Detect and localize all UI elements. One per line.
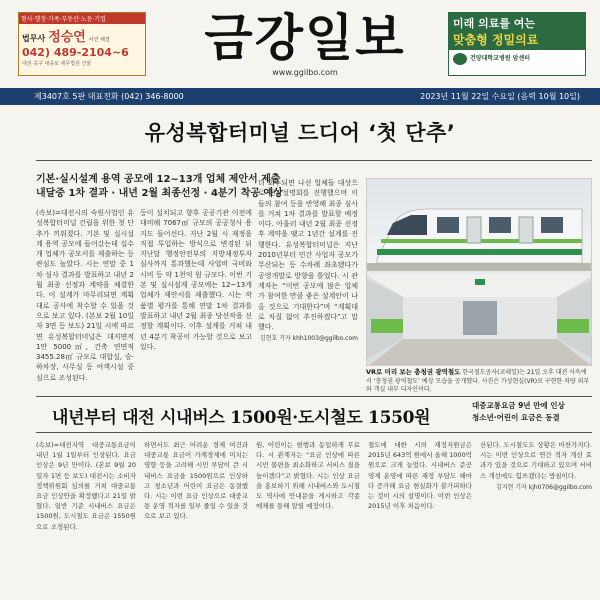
second-subhead: 청소년·어린이 요금은 동결: [472, 413, 560, 422]
hospital-advertisement[interactable]: [448, 12, 586, 76]
article-column: [368, 440, 472, 595]
issue-date: 2023년 11월 22일 수요일 (음력 10월 10일): [420, 92, 580, 101]
article-text: 원, 어린이는 현행과 동일하게 무료다. 시 관계자는 “요금 인상에 따른 시민 불편을 최소화하고 서비스 질을 높이겠다”고 밝혔다. 시는 인상 요금을 홍보하기 위해 시내버스와 도시철도 역사에 안내문을 게시하고 각종 매체를 통해 알릴 예정이다.: [256, 441, 360, 511]
train-photo[interactable]: [366, 178, 592, 366]
ad-right-line2: 맞춤형 정밀의료: [453, 33, 539, 47]
lead-subhead: 내달중 1차 결과 · 내년 2월 최종선정 · 4분기 착공 예상: [36, 188, 283, 199]
article-column: [144, 440, 248, 595]
article-column: [36, 208, 134, 396]
hospital-emblem-icon: [453, 53, 467, 65]
article-text: (속보)=대전시의 숙원사업인 유성복합터미널 건립을 위한 첫 단추가 끼워졌다. 기본 및 실시설계 용역 공모에 들어갔는데 십수 개 업체가 공모서를 제출하는 등 관심도 높았다. 시는 연말 중 1차 심사 결과를 발표하고 내년 2월 최종 선정과 계약을 체결한다. 이 설계가 마무리되면 계획대로 공사에 착수할 수 있을 것으로 보고 있다. (본보 2월 10일자 3면 등 보도) 21일 시에 따르면 유성복합터미널은 대지면적 1만 5000㎡, 건축 연면적 3455.28㎡ 규모로 대합실, 승·하차장, 사무실 등 여객시설 중심으로 조성된다.: [36, 209, 134, 382]
article-column: [36, 440, 136, 595]
article-column: [256, 440, 360, 595]
ad-right-line1: 미래 의료를 여는: [453, 17, 536, 30]
second-subhead: 대중교통요금 9년 만에 인상: [472, 401, 565, 410]
issue-info-bar: [0, 88, 600, 105]
ad-phone: 042) 489-2104~6: [22, 46, 129, 59]
lead-subhead: 기본·실시설계 용역 공모에 12~13개 업체 제안서 제출: [36, 174, 281, 185]
lawyer-advertisement[interactable]: [18, 12, 146, 76]
article-text: 철도에 대한 시의 재정지원금은 2015년 643억 원에서 올해 1000억 원으로 크게 늘었다. 시내버스 준공영제 운영에 따른 재정 부담도 해마다 증가해 요금 현실화가 불가피하다는 것이 시의 설명이다. 이번 인상은 2015년 이후 처음이다.: [368, 441, 472, 511]
newspaper-logo[interactable]: 금강일보: [204, 9, 406, 67]
caption-text: 한국철도공사(코레일)는 21일 오후 대전 사옥에서 ‘충청권 광역철도’ 예상 모습을 공개했다. 사진은 가상현실(VR)로 구현한 차량 외부와 객실 내부 디자인이다.: [366, 369, 590, 393]
ad-lawyer-name: 정승연: [48, 30, 86, 45]
ad-hospital-name: 건양대학교병원 암센터: [470, 55, 531, 63]
divider: [36, 432, 592, 433]
article-text: 더 회수되면 나선 업체들 대상으로 현장설명회를 진행했으며 이들의 참여 등을 반영해 최종 심사를 거쳐 1차 결과를 발표할 예정이다. 아울러 내년 2월 최종 선정 후 계약을 맺고 1년간 설계를 진행한다. 유성복합터미널은 지난 2010년부터 민간 사업자 공모가 무산되는 등 수차례 좌초됐다가 공영개발로 방향을 틀었다. 시 관계자는 “이번 공모에 많은 업체가 참여한 만큼 좋은 설계안이 나올 것으로 기대한다”며 “계획대로 차질 없이 추진하겠다”고 말했다.: [258, 179, 358, 332]
article-column: [140, 208, 252, 396]
article-text: 산된다. 도시철도도 상황은 마찬가지다. 시는 이번 인상으로 연간 적자 개선 효과가 있을 것으로 기대하고 있으며 서비스 개선에도 힘쓰겠다는 방침이다.: [480, 441, 592, 480]
issue-number: 제3407호 5판 대표전화 (042) 346-8000: [34, 92, 184, 101]
ad-service-list: 형사·행정·가족·부동산·노동·기업: [19, 13, 145, 24]
article-text: 하면서도 최근 어려운 경제 여건과 대중교통 요금이 가계경제에 미치는 영향 등을 고려해 시민 부담이 큰 시내버스 요금을 1500원으로 인상하고 청소년과 어린이 요금은 동결했다. 시는 이번 요금 인상으로 대중교통 운영 적자를 일부 줄일 수 있을 것으로 보고 있다.: [144, 441, 248, 521]
newspaper-url[interactable]: www.ggilbo.com: [272, 68, 338, 77]
ad-office-label: 법무사: [22, 34, 46, 43]
ad-tagline: 사건 해결: [88, 37, 110, 43]
train-illustration: [367, 179, 592, 366]
ad-note: 대전 중구 대종로 세무법원 건물: [22, 61, 92, 67]
masthead: [0, 0, 600, 88]
divider: [36, 396, 592, 397]
article-column: [480, 440, 592, 595]
article-text: 등이 설치되고 향후 공공기관 이전에 대비해 7067㎡ 규모의 공공청사 용지도 들어선다. 지난 2월 시 재정을 직접 투입하는 방식으로 변경된 뒤 지난달 행정안전부의 지방재정투자심사까지 통과했는데 사업비 국비와 시비 등 약 1천억 원 규모다. 이번 기본 및 실시설계 공모에는 12~13개 업체가 제안서를 제출했다. 시는 작품별 평가를 통해 연말 1차 결과를 발표하고 내년 2월 최종 당선작을 선정할 계획이다. 이후 설계를 거쳐 내년 4분기 착공이 가능할 것으로 보고 있다.: [140, 209, 252, 351]
lead-headline[interactable]: 유성복합터미널 드디어 ‘첫 단추’: [144, 121, 456, 145]
byline: 김현호 기자 khh1003@ggilbo.com: [259, 335, 358, 343]
divider: [36, 160, 592, 161]
caption-title: VR로 미리 보는 충청권 광역철도: [366, 368, 461, 376]
article-column: [258, 178, 358, 396]
article-text: (속보)=대전지역 대중교통요금이 내년 1월 1일부터 인상된다. 요금 인상은 9년 만이다. (본보 9월 20일자 1면 등 보도) 대전시는 소비자정책위원회 심의를 거쳐 대중교통요금 인상안을 확정했다고 21일 밝혔다. 일반 기준 시내버스 요금은 1500원, 도시철도 요금은 1550원으로 조정된다.: [36, 441, 136, 531]
byline: 김지현 기자 kjh0706@ggilbo.com: [495, 483, 592, 491]
photo-caption: [366, 368, 592, 395]
second-subheads: [472, 400, 594, 424]
second-headline[interactable]: 내년부터 대전 시내버스 1500원·도시철도 1550원: [52, 408, 431, 428]
